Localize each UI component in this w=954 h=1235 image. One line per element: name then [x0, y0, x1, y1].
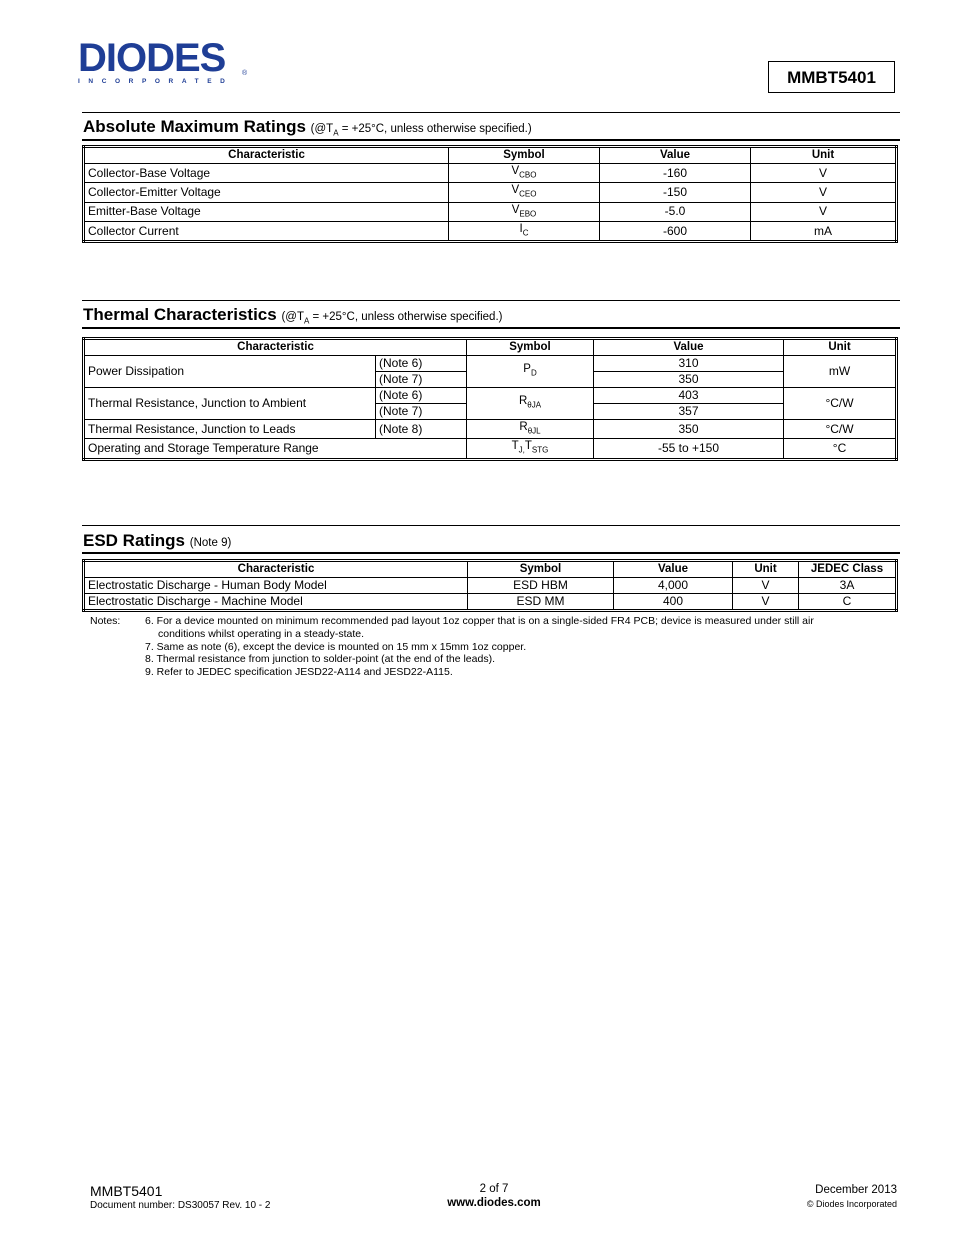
cell-symbol: $V_{EBO}$ [449, 202, 600, 221]
col-header: Value [614, 561, 733, 578]
cell-value: -160 [600, 164, 751, 183]
cell-unit: °C/W [784, 420, 897, 439]
cell-value: -55 to +150 [594, 439, 784, 459]
logo-wordmark: DIODES [78, 36, 226, 80]
cell-symbol: $R_{\theta JA}$ [467, 388, 594, 420]
cell-symbol: $P_D$ [467, 356, 594, 388]
cell-value: -150 [600, 183, 751, 202]
table-row [84, 356, 897, 372]
table-row [84, 164, 897, 183]
cell-symbol: ESD HBM [468, 578, 614, 594]
abs-max-heading [83, 117, 532, 137]
section-rule-top [82, 300, 900, 301]
note-9: 9. Refer to JEDEC specification JESD22-A114 and JESD22-A115. [145, 666, 453, 679]
cell-symbol: $V_{CEO}$ [449, 183, 600, 202]
cell-characteristic: Collector Current [84, 221, 449, 241]
cell-characteristic: Power Dissipation [84, 356, 376, 388]
section-rule-top [82, 112, 900, 113]
cell-unit: V [733, 594, 799, 611]
section-rule-bottom [82, 327, 900, 329]
abs-max-table [82, 145, 898, 243]
thermal-heading [83, 305, 502, 325]
table-row [84, 439, 897, 459]
thermal-table [82, 337, 898, 461]
footer-copyright: © Diodes Incorporated [806, 1199, 897, 1209]
cell-unit: V [733, 578, 799, 594]
table-row [84, 578, 897, 594]
esd-title: ESD Ratings [83, 531, 186, 550]
col-header: Value [600, 147, 751, 164]
footer-part-number: MMBT5401 [90, 1183, 163, 1199]
cell-note: (Note 6) [376, 388, 467, 404]
cell-value: 403 [594, 388, 784, 404]
cell-note: (Note 7) [376, 404, 467, 420]
cell-value: 350 [594, 372, 784, 388]
esd-table [82, 559, 898, 612]
note-7: 7. Same as note (6), except the device is mounted on 15 mm x 15mm 1oz copper. [145, 640, 527, 653]
col-header: Symbol [467, 339, 594, 356]
footer-document-number: Document number: DS30057 Rev. 10 - 2 [90, 1200, 271, 1211]
footer-date: December 2013 [815, 1184, 897, 1196]
cell-unit: mA [751, 221, 897, 241]
cell-value: 310 [594, 356, 784, 372]
cell-characteristic: Electrostatic Discharge - Human Body Model [84, 578, 468, 594]
cell-value: 400 [614, 594, 733, 611]
col-header: Symbol [468, 561, 614, 578]
col-header: Characteristic [84, 561, 468, 578]
cell-note: (Note 7) [376, 372, 467, 388]
table-row [84, 594, 897, 611]
cell-characteristic: Thermal Resistance, Junction to Ambient [84, 388, 376, 420]
col-header: Unit [733, 561, 799, 578]
cell-value: 357 [594, 404, 784, 420]
notes-body [145, 615, 905, 679]
diodes-logo [78, 36, 248, 85]
cell-note: (Note 6) [376, 356, 467, 372]
cell-unit: V [751, 164, 897, 183]
footer-website-link[interactable]: www.diodes.com [447, 1197, 541, 1209]
table-row [84, 202, 897, 221]
table-header-row [84, 339, 897, 356]
footer-page-number: 2 of 7 [479, 1183, 509, 1195]
abs-max-title: Absolute Maximum Ratings [83, 117, 306, 136]
table-row [84, 221, 897, 241]
cell-value: -5.0 [600, 202, 751, 221]
table-row [84, 420, 897, 439]
section-rule-bottom [82, 552, 900, 554]
section-rule-top [82, 525, 900, 526]
cell-characteristic: Emitter-Base Voltage [84, 202, 449, 221]
cell-unit: V [751, 202, 897, 221]
esd-heading [83, 531, 231, 551]
cell-jedec-class: C [799, 594, 897, 611]
table-row [84, 183, 897, 202]
note-6-cont: conditions whilst operating in a steady-state. [158, 627, 365, 640]
part-number-box: MMBT5401 [768, 61, 895, 93]
cell-unit: °C/W [784, 388, 897, 420]
cell-note: (Note 8) [376, 420, 467, 439]
col-header: Symbol [449, 147, 600, 164]
notes-label: Notes: [90, 615, 121, 627]
cell-characteristic: Electrostatic Discharge - Machine Model [84, 594, 468, 611]
table-header-row [84, 561, 897, 578]
thermal-condition: ($@T_A = +25^\circ C$, unless otherwise specified.) [281, 311, 503, 326]
abs-max-condition: ($@T_A = +25^\circ C$, unless otherwise specified.) [310, 123, 532, 138]
cell-unit: V [751, 183, 897, 202]
cell-characteristic: Operating and Storage Temperature Range [84, 439, 467, 459]
cell-value: 4,000 [614, 578, 733, 594]
col-header: Unit [784, 339, 897, 356]
cell-symbol: $V_{CBO}$ [449, 164, 600, 183]
cell-symbol: $T_{J,}T_{STG}$ [467, 439, 594, 459]
col-header: Value [594, 339, 784, 356]
cell-value: 350 [594, 420, 784, 439]
col-header: Characteristic [84, 339, 467, 356]
note-8: 8. Thermal resistance from junction to solder-point (at the end of the leads). [145, 653, 495, 666]
table-row [84, 388, 897, 404]
esd-note: (Note 9) [189, 537, 232, 549]
cell-characteristic: Thermal Resistance, Junction to Leads [84, 420, 376, 439]
cell-symbol: ESD MM [468, 594, 614, 611]
cell-value: -600 [600, 221, 751, 241]
cell-symbol: $R_{\theta JL}$ [467, 420, 594, 439]
logo-registered-mark: ® [242, 70, 248, 77]
table-header-row [84, 147, 897, 164]
cell-characteristic: Collector-Base Voltage [84, 164, 449, 183]
cell-jedec-class: 3A [799, 578, 897, 594]
cell-unit: °C [784, 439, 897, 459]
col-header: Characteristic [84, 147, 449, 164]
cell-characteristic: Collector-Emitter Voltage [84, 183, 449, 202]
col-header: Unit [751, 147, 897, 164]
logo-subtitle: INCORPORATED [78, 78, 234, 85]
section-rule-bottom [82, 139, 900, 141]
cell-symbol: $I_C$ [449, 221, 600, 241]
cell-unit: mW [784, 356, 897, 388]
note-6: 6. For a device mounted on minimum recommended pad layout 1oz copper that is on a single-sided FR4 PCB; device is measured under still air [145, 615, 814, 627]
thermal-title: Thermal Characteristics [83, 305, 277, 324]
col-header: JEDEC Class [799, 561, 897, 578]
